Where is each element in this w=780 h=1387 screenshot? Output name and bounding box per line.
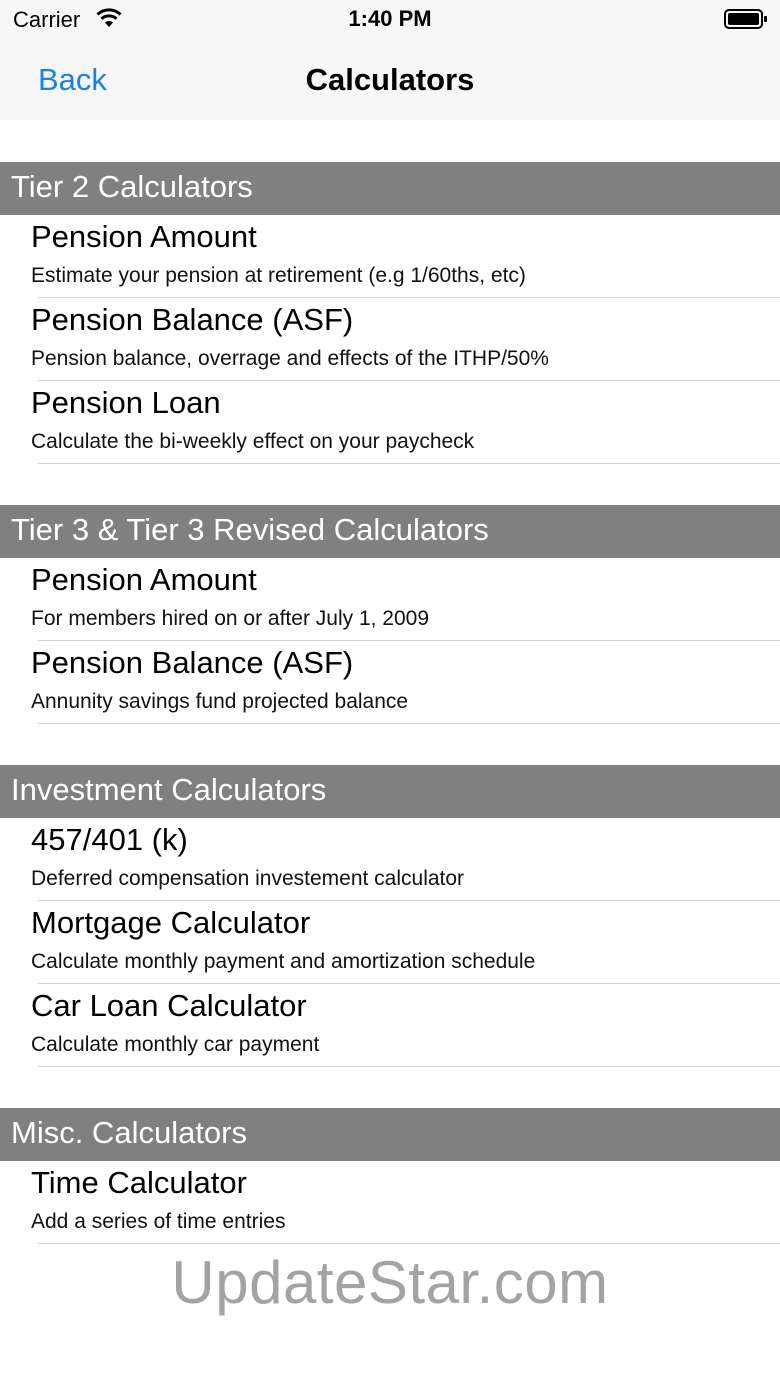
navigation-bar — [0, 38, 780, 120]
row-subtitle: Annunity savings fund projected balance — [31, 690, 409, 713]
row-title: Time Calculator — [31, 1165, 247, 1200]
row-title: Car Loan Calculator — [31, 988, 307, 1023]
section-header: Misc. Calculators — [0, 1108, 780, 1161]
row-tier2-pension-loan[interactable] — [0, 381, 780, 464]
row-457-401k[interactable] — [0, 818, 780, 901]
row-subtitle: Pension balance, overrage and effects of the ITHP/50% — [31, 347, 549, 370]
row-divider — [38, 1066, 780, 1067]
row-subtitle: Calculate monthly payment and amortization schedule — [31, 950, 536, 973]
row-title: Pension Balance (ASF) — [31, 302, 354, 337]
page-title: Calculators — [305, 62, 475, 97]
battery-icon — [724, 9, 768, 29]
row-title: Pension Loan — [31, 385, 221, 420]
row-title: Pension Amount — [31, 219, 257, 254]
row-title: Pension Balance (ASF) — [31, 645, 354, 680]
status-bar — [0, 0, 780, 38]
row-tier3-pension-balance[interactable] — [0, 641, 780, 724]
section-tier-3 — [0, 505, 780, 724]
row-subtitle: Add a series of time entries — [31, 1210, 286, 1233]
watermark: UpdateStar.com — [171, 1249, 609, 1316]
row-title: Mortgage Calculator — [31, 905, 311, 940]
row-subtitle: Deferred compensation investement calculator — [31, 867, 465, 890]
row-title: 457/401 (k) — [31, 822, 188, 857]
row-divider — [38, 463, 780, 464]
row-subtitle: Calculate monthly car payment — [31, 1033, 320, 1056]
section-investment — [0, 765, 780, 1067]
row-subtitle: Calculate the bi-weekly effect on your paycheck — [31, 430, 475, 453]
section-header: Tier 3 & Tier 3 Revised Calculators — [0, 505, 780, 558]
section-header: Tier 2 Calculators — [0, 162, 780, 215]
section-tier-2 — [0, 162, 780, 464]
row-divider — [38, 1243, 780, 1244]
section-misc — [0, 1108, 780, 1244]
row-tier2-pension-balance[interactable] — [0, 298, 780, 381]
section-header: Investment Calculators — [0, 765, 780, 818]
row-divider — [38, 723, 780, 724]
row-time-calculator[interactable] — [0, 1161, 780, 1244]
row-mortgage-calculator[interactable] — [0, 901, 780, 984]
row-tier2-pension-amount[interactable] — [0, 215, 780, 298]
clock: 1:40 PM — [348, 6, 432, 31]
row-subtitle: Estimate your pension at retirement (e.g 1/60ths, etc) — [31, 264, 526, 287]
carrier-label: Carrier — [13, 7, 81, 32]
row-tier3-pension-amount[interactable] — [0, 558, 780, 641]
row-title: Pension Amount — [31, 562, 257, 597]
row-subtitle: For members hired on or after July 1, 2009 — [31, 607, 430, 630]
row-car-loan-calculator[interactable] — [0, 984, 780, 1067]
back-button[interactable]: Back — [38, 62, 107, 97]
